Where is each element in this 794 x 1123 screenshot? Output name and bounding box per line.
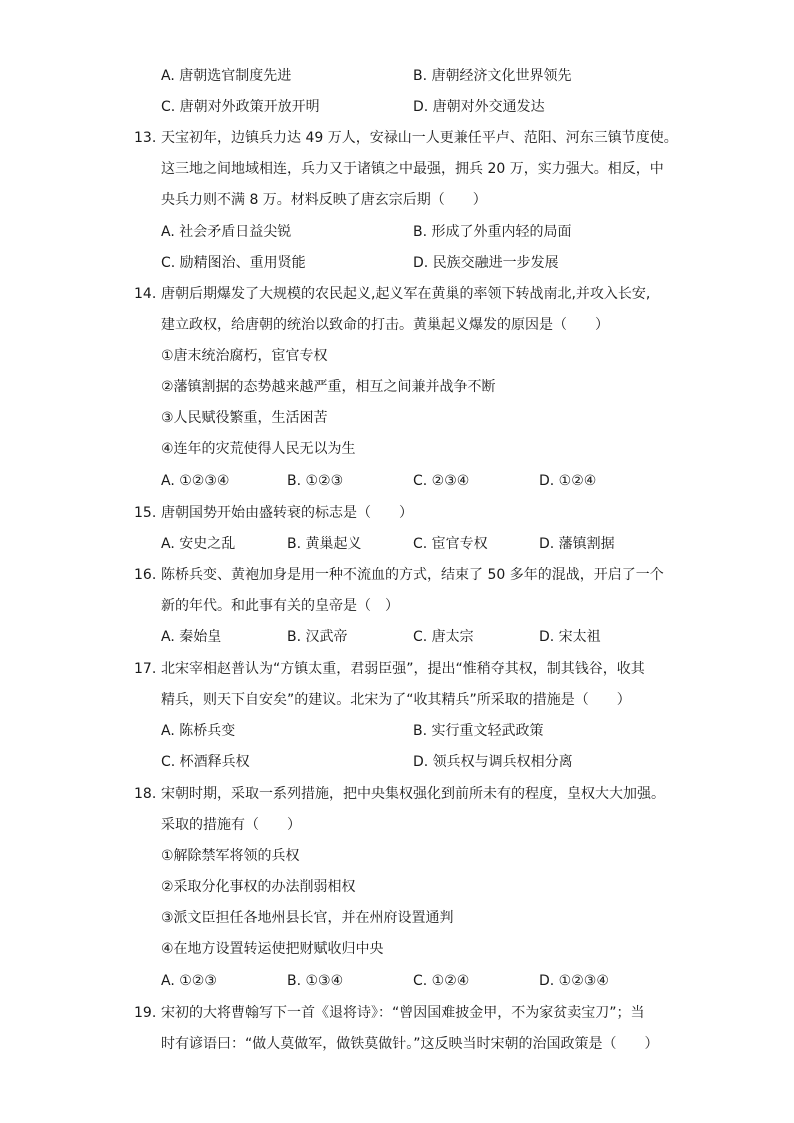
q13-stem-line-1: 天宝初年，边镇兵力达 49 万人，安禄山一人更兼任平卢、范阳、河东三镇节度使。 [161, 130, 678, 146]
q14-option-b: B. ①②③ [287, 473, 344, 489]
q14-option-a: A. ①②③④ [161, 473, 230, 489]
q12-option-d: D. 唐朝对外交通发达 [413, 99, 545, 115]
q14-number: 14. [134, 286, 157, 302]
q15-option-a: A. 安史之乱 [161, 536, 236, 552]
q15-stem-line-1: 唐朝国势开始由盛转衰的标志是（ ） [161, 505, 413, 521]
q15-option-b: B. 黄巢起义 [287, 536, 362, 552]
q17-option-b: B. 实行重文轻武政策 [413, 723, 544, 739]
q17-option-c: C. 杯酒释兵权 [161, 754, 250, 770]
q18-stem-line-1: 宋朝时期，采取一系列措施，把中央集权强化到前所未有的程度，皇权大大加强。 [161, 786, 665, 802]
q13-option-c: C. 励精图治、重用贤能 [161, 255, 306, 271]
q13-option-d: D. 民族交融进一步发展 [413, 255, 559, 271]
q14-item-2: ②藩镇割据的态势越来越严重，相互之间兼并战争不断 [161, 379, 496, 395]
q16-option-a: A. 秦始皇 [161, 629, 222, 645]
q13-stem-line-3: 央兵力则不满 8 万。材料反映了唐玄宗后期（ ） [161, 192, 487, 208]
q14-item-3: ③人民赋役繁重，生活困苦 [161, 410, 328, 426]
q17-option-a: A. 陈桥兵变 [161, 723, 236, 739]
q18-item-4: ④在地方设置转运使把财赋收归中央 [161, 941, 384, 957]
q16-number: 16. [134, 567, 157, 583]
q14-item-1: ①唐末统治腐朽，宦官专权 [161, 348, 328, 364]
q18-option-a: A. ①②③ [161, 973, 217, 989]
q18-stem-line-2: 采取的措施有（ ） [161, 817, 301, 833]
q15-option-d: D. 藩镇割据 [539, 536, 615, 552]
q17-stem-line-1: 北宋宰相赵普认为“方镇太重，君弱臣强”，提出“惟稍夺其权，制其钱谷，收其 [161, 661, 645, 677]
q18-item-1: ①解除禁军将领的兵权 [161, 848, 300, 864]
q14-option-c: C. ②③④ [413, 473, 470, 489]
q13-number: 13. [134, 130, 157, 146]
q16-stem-line-1: 陈桥兵变、黄袍加身是用一种不流血的方式，结束了 50 多年的混战，开启了一个 [161, 567, 664, 583]
q13-option-b: B. 形成了外重内轻的局面 [413, 224, 572, 240]
q18-item-3: ③派文臣担任各地州县长官，并在州府设置通判 [161, 910, 454, 926]
q17-number: 17. [134, 661, 157, 677]
q19-stem-line-1: 宋初的大将曹翰写下一首《退将诗》：“曾因国难披金甲，不为家贫卖宝刀”；当 [161, 1005, 645, 1021]
q14-item-4: ④连年的灾荒使得人民无以为生 [161, 441, 356, 457]
q12-option-c: C. 唐朝对外政策开放开明 [161, 99, 320, 115]
q18-number: 18. [134, 786, 157, 802]
q18-option-d: D. ①②③④ [539, 973, 609, 989]
q18-option-b: B. ①③④ [287, 973, 344, 989]
q13-option-a: A. 社会矛盾日益尖锐 [161, 224, 292, 240]
q16-option-b: B. 汉武帝 [287, 629, 348, 645]
q17-stem-line-2: 精兵，则天下自安矣”的建议。北宋为了“收其精兵”所采取的措施是（ ） [161, 692, 631, 708]
q19-number: 19. [134, 1005, 157, 1021]
q19-stem-line-2: 时有谚语曰：“做人莫做军，做铁莫做针。”这反映当时宋朝的治国政策是（ ） [161, 1036, 659, 1052]
q16-stem-line-2: 新的年代。和此事有关的皇帝是（ ） [161, 598, 399, 614]
q17-option-d: D. 领兵权与调兵权相分离 [413, 754, 573, 770]
q14-stem-line-1: 唐朝后期爆发了大规模的农民起义,起义军在黄巢的率领下转战南北,并攻入长安, [161, 286, 651, 302]
q12-option-a: A. 唐朝选官制度先进 [161, 68, 292, 84]
q15-option-c: C. 宦官专权 [413, 536, 488, 552]
q15-number: 15. [134, 505, 157, 521]
q14-stem-line-2: 建立政权，给唐朝的统治以致命的打击。黄巢起义爆发的原因是（ ） [161, 317, 609, 333]
q16-option-d: D. 宋太祖 [539, 629, 601, 645]
q18-option-c: C. ①②④ [413, 973, 470, 989]
q16-option-c: C. 唐太宗 [413, 629, 474, 645]
q13-stem-line-2: 这三地之间地域相连，兵力又于诸镇之中最强，拥兵 20 万，实力强大。相反，中 [161, 161, 664, 177]
q12-option-b: B. 唐朝经济文化世界领先 [413, 68, 572, 84]
q18-item-2: ②采取分化事权的办法削弱相权 [161, 879, 356, 895]
q14-option-d: D. ①②④ [539, 473, 597, 489]
